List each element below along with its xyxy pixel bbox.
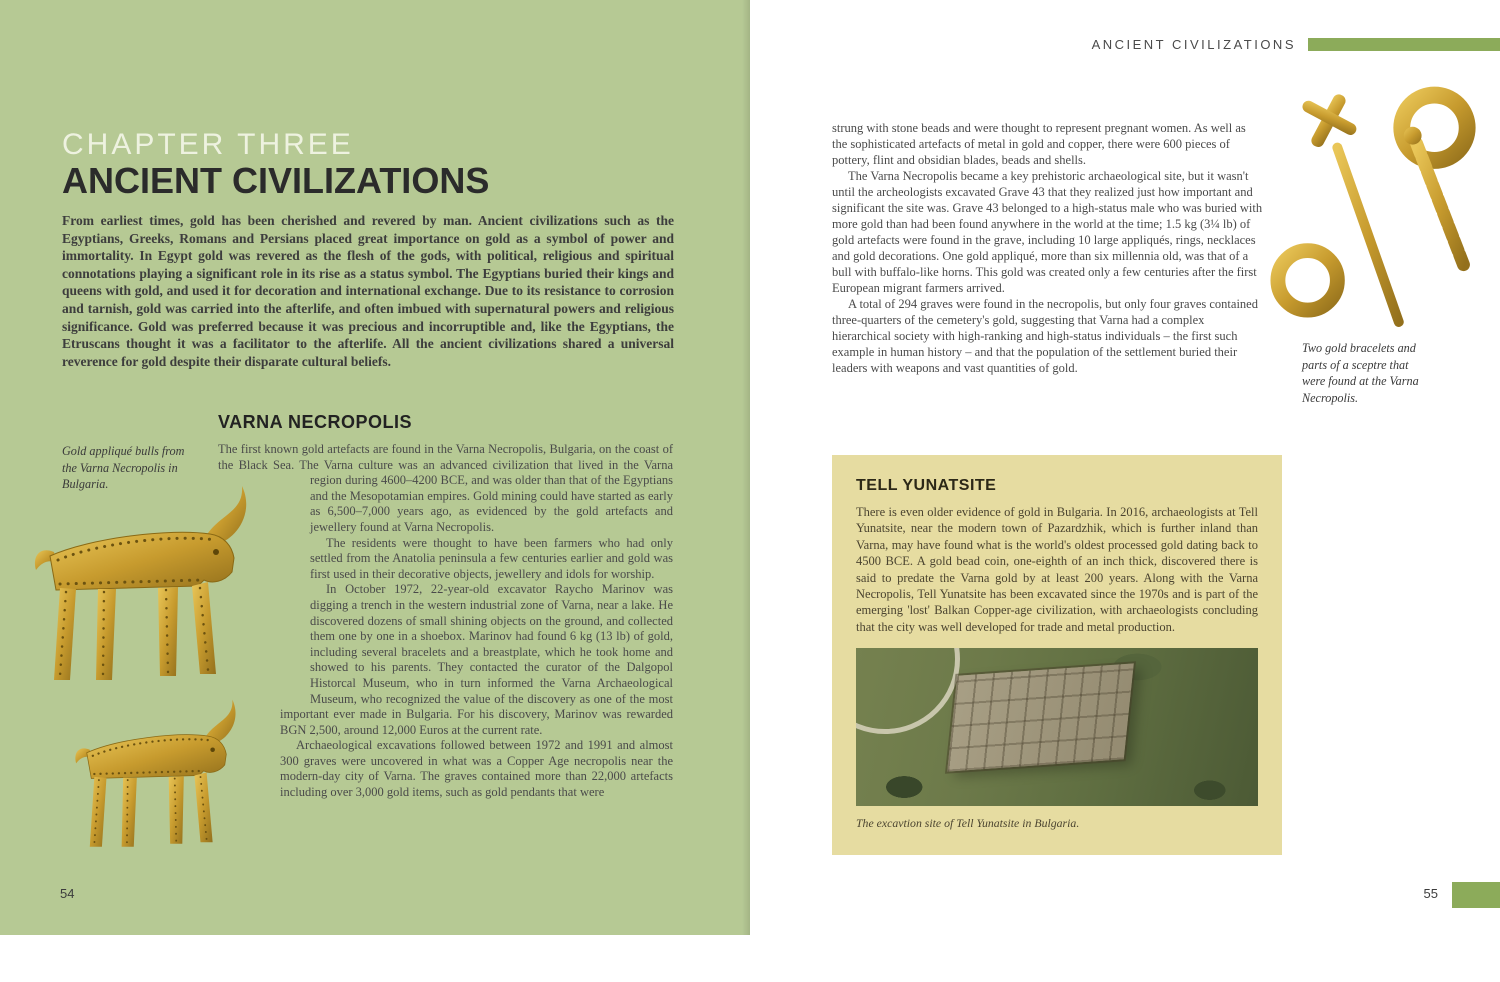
photo-excavation-detail xyxy=(948,664,1135,772)
body-paragraph: The Varna Necropolis became a key prehistoric archaeological site, but it wasn't until the archeologists excavated Grave 43 that they realized just how important and significant the site was. Grave 43 belonged to a high-status male who was buried with more gold than had been found anywhere in the world at the time; 1.5 kg (3¼ lb) of gold artefacts were found in the grave, including 10 large appliqués, rings, necklaces and gold decorations. One gold appliqué, more than six millennia old, was that of a bull with buffalo-like horns. This gold was created only a few centuries after the first European migrant farmers arrived. xyxy=(832,169,1263,295)
left-page xyxy=(0,0,750,935)
box-body-text: There is even older evidence of gold in Bulgaria. In 2016, archaeologists at Tell Yunatsite, near the modern town of Pazardzhik, which is further inland than Varna, may have found what is the world's oldest processed gold dating back to 4500 BCE. A gold bead coin, one-eighth of an inch thick, discovered there is said to predate the Varna gold by at least 200 years. Along with the Varna Necropolis, Tell Yunatsite has been excavated since the 1970s and is part of the emerging 'lost' Balkan Copper-age civilization, with archaeologists concluding that the city was well developed for trade and metal production. xyxy=(856,505,1258,634)
section-heading-varna: VARNA NECROPOLIS xyxy=(218,412,413,432)
body-paragraph: The residents were thought to have been farmers who had only settled from the Anatolia peninsula a few centuries earlier and gold was first used in their decorative objects, jewellery and idols for worship. xyxy=(310,535,673,581)
tell-yunatsite-box xyxy=(832,455,1282,855)
page-number-left: 54 xyxy=(60,886,75,901)
page-number-right: 55 xyxy=(1423,886,1438,901)
varna-body-text xyxy=(218,442,673,801)
footer-accent-bar xyxy=(1452,882,1500,908)
excavation-site-photo xyxy=(856,648,1258,806)
body-paragraph: The first known gold artefacts are found in the Varna Necropolis, Bulgaria, on the coast of the Black Sea. The Varna culture was an advanced civilization that lived in the Varna region during 4600–4200 BCE, and was older than that of the Egyptians and the Mesopotamian empires. Gold mining could have started as early as 6,500–7,000 years ago, as evidenced by the gold artefacts and jewellery found at Varna Necropolis. xyxy=(218,442,673,534)
body-paragraph: In October 1972, 22-year-old excavator Raycho Marinov was digging a trench in the western industrial zone of Varna, near a lake. He discovered dozens of small shining objects on the ground, and collected them one by one in a shoebox. Marinov had found 6 kg (13 lb) of gold, including several bracelets and a breastplate, which he took home and showed to his parents. They contacted the curator of the Dalgopol Historcal Museum, who in turn informed the Varna Archaeological Museum, who recognized the value of the discovery as one of the most important ever made in Bulgaria. For his discovery, Marinov was rewarded BGN 2,500, around 12,000 Euros at the current rate. xyxy=(280,582,673,737)
running-head: ANCIENT CIVILIZATIONS xyxy=(1091,37,1296,52)
box-heading: TELL YUNATSITE xyxy=(856,477,997,494)
right-page xyxy=(750,0,1500,935)
bulls-caption: Gold appliqué bulls from the Varna Necropolis in Bulgaria. xyxy=(62,444,185,491)
gold-bracelets-sceptre-image xyxy=(1268,84,1486,336)
photo-caption: The excavtion site of Tell Yunatsite in Bulgaria. xyxy=(856,816,1080,831)
body-paragraph: Archaeological excavations followed between 1972 and 1991 and almost 300 graves were uncovered in what was a Copper Age necropolis near the modern-day city of Varna. The graves contained more than 22,000 artefacts including over 3,000 gold items, such as gold pendants that were xyxy=(280,738,673,800)
header-accent-bar xyxy=(1308,38,1500,51)
chapter-kicker: CHAPTER THREE xyxy=(62,128,354,161)
chapter-title: ANCIENT CIVILIZATIONS xyxy=(62,160,490,201)
photo-road-detail xyxy=(856,648,960,734)
body-paragraph: strung with stone beads and were thought to represent pregnant women. As well as the sophisticated artefacts of metal in gold and copper, there were 600 pieces of pottery, flint and obsidian blades, beads and shells. xyxy=(832,121,1246,167)
body-paragraph: A total of 294 graves were found in the necropolis, but only four graves contained three-quarters of the cemetery's gold, suggesting that Varna had a complex hierarchical society with high-ranking and high-status individuals – the first such example in human history – and that the population of the settlement buried their leaders with weapons and vast quantities of gold. xyxy=(832,297,1258,375)
right-body-text xyxy=(832,120,1264,376)
varna-section xyxy=(218,412,673,982)
artifact-caption: Two gold bracelets and parts of a sceptre that were found at the Varna Necropolis. xyxy=(1302,341,1419,405)
chapter-intro: From earliest times, gold has been cherished and revered by man. Ancient civilizations such as the Egyptians, Greeks, Romans and Persians placed great importance on gold as a symbol of power and immortality. In Egypt gold was revered as the flesh of the gods, with political, religious and spiritual connotations playing a significant role in its rise as a status symbol. The Egyptians buried their kings and queens with gold, and used it for decoration and international exchange. Due to its resistance to corrosion and tarnish, gold was carried into the afterlife, and often imbued with supernatural powers and religious significance. Gold was preferred because it was precious and incorruptible and, like the Egyptians, the Etruscans thought it was a facilitator to the afterlife. All the ancient civilizations shared a universal reverence for gold despite their disparate cultural beliefs. xyxy=(62,213,674,369)
